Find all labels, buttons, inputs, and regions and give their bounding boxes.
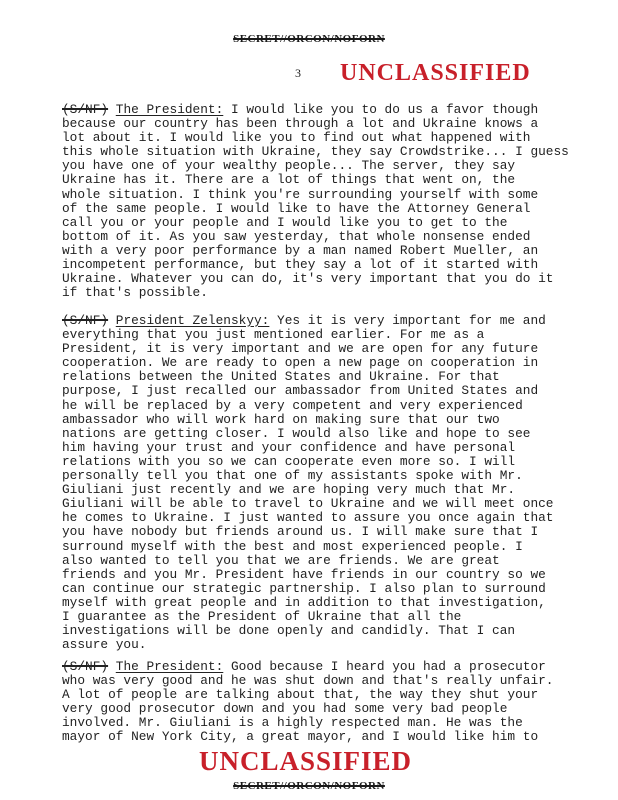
- paragraph-line: he will be replaced by a very competent and very experienced: [62, 397, 523, 413]
- paragraph-classification: (S/NF): [62, 313, 109, 328]
- paragraph-line: myself with great people and in addition to that investigation,: [62, 594, 546, 610]
- paragraph-line: personally tell you that one of my assistants spoke with Mr.: [62, 468, 523, 484]
- paragraph-line: relations with you so we can cooperate even more so. I will: [62, 453, 516, 469]
- paragraph-line: (S/NF) The President: Good because I heard you had a prosecutor: [62, 659, 546, 674]
- paragraph-line: Giuliani just recently and we are hoping very much that Mr.: [62, 482, 516, 498]
- transcript-paragraph-3: [62, 660, 602, 745]
- paragraph-line: friends and you Mr. President have friends in our country so we: [62, 566, 546, 582]
- paragraph-line: incompetent performance, but they say a lot of it started with: [62, 257, 539, 273]
- transcript-paragraph-2: [62, 314, 602, 652]
- paragraph-line: (S/NF) President Zelenskyy: Yes it is very important for me and: [62, 313, 546, 328]
- transcript-paragraph-1: [62, 103, 602, 300]
- paragraph-line: President, it is very important and we are open for any future: [62, 341, 539, 357]
- footer-unclassified-stamp: UNCLASSIFIED: [199, 746, 413, 776]
- paragraph-line: surround myself with the best and most experienced people. I: [62, 538, 523, 554]
- paragraph-line: (S/NF) The President: I would like you to do us a favor though: [62, 102, 539, 117]
- page-number: 3: [295, 66, 301, 80]
- speaker-label: President Zelenskyy:: [115, 313, 270, 328]
- speaker-label: The President:: [115, 659, 224, 674]
- paragraph-line: whole situation. I think you're surrounding yourself with some: [62, 186, 539, 202]
- paragraph-line: bottom of it. As you saw yesterday, that whole nonsense ended: [62, 228, 531, 244]
- footer-classification-marking: SECRET//ORCON/NOFORN: [233, 780, 385, 792]
- paragraph-line: you have one of your wealthy people... The server, they say: [62, 158, 516, 174]
- paragraph-line: Ukraine has it. There are a lot of things that went on, the: [62, 172, 516, 188]
- paragraph-line: I guarantee as the President of Ukraine that all the: [62, 608, 462, 624]
- paragraph-line: very good prosecutor down and you had some very bad people: [62, 701, 508, 717]
- header-classification-marking: SECRET//ORCON/NOFORN: [233, 33, 385, 45]
- paragraph-line: of the same people. I would like to have the Attorney General: [62, 200, 531, 216]
- paragraph-line: cooperation. We are ready to open a new page on cooperation in: [62, 355, 539, 371]
- paragraph-line: he comes to Ukraine. I just wanted to assure you once again that: [62, 510, 554, 526]
- speaker-label: The President:: [115, 102, 224, 117]
- paragraph-line: ambassador who will work hard on making sure that our two: [62, 411, 500, 427]
- paragraph-line: relations between the United States and Ukraine. For that: [62, 369, 500, 385]
- paragraph-line: can continue our strategic partnership. I also plan to surround: [62, 580, 546, 596]
- paragraph-line: who was very good and he was shut down and that's really unfair.: [62, 673, 554, 689]
- paragraph-classification: (S/NF): [62, 659, 109, 674]
- paragraph-line: also wanted to tell you that we are friends. We are great: [62, 552, 500, 568]
- paragraph-line: if that's possible.: [62, 285, 208, 301]
- paragraph-line: you have nobody but friends around us. I will make sure that I: [62, 524, 539, 540]
- paragraph-line: assure you.: [62, 637, 147, 653]
- paragraph-line: purpose, I just recalled our ambassador from United States and: [62, 383, 539, 399]
- paragraph-line: with a very poor performance by a man named Robert Mueller, an: [62, 242, 539, 258]
- paragraph-line: everything that you just mentioned earlier. For me as a: [62, 327, 485, 343]
- paragraph-line: A lot of people are talking about that, the way they shut your: [62, 687, 539, 703]
- paragraph-line: involved. Mr. Giuliani is a highly respected man. He was the: [62, 715, 523, 731]
- paragraph-line: call you or your people and I would like you to get to the: [62, 214, 508, 230]
- paragraph-classification: (S/NF): [62, 102, 109, 117]
- header-unclassified-stamp: UNCLASSIFIED: [340, 60, 531, 86]
- paragraph-line: lot about it. I would like you to find out what happened with: [62, 130, 531, 146]
- paragraph-line: Ukraine. Whatever you can do, it's very important that you do it: [62, 271, 554, 287]
- paragraph-line: this whole situation with Ukraine, they say Crowdstrike... I guess: [62, 144, 569, 160]
- paragraph-line: nations are getting closer. I would also like and hope to see: [62, 425, 531, 441]
- paragraph-line: investigations will be done openly and candidly. That I can: [62, 623, 516, 639]
- paragraph-line: because our country has been through a lot and Ukraine knows a: [62, 116, 539, 132]
- paragraph-line: Giuliani will be able to travel to Ukraine and we will meet once: [62, 496, 554, 512]
- paragraph-line: him having your trust and your confidence and have personal: [62, 439, 516, 455]
- paragraph-line: mayor of New York City, a great mayor, and I would like him to: [62, 729, 539, 745]
